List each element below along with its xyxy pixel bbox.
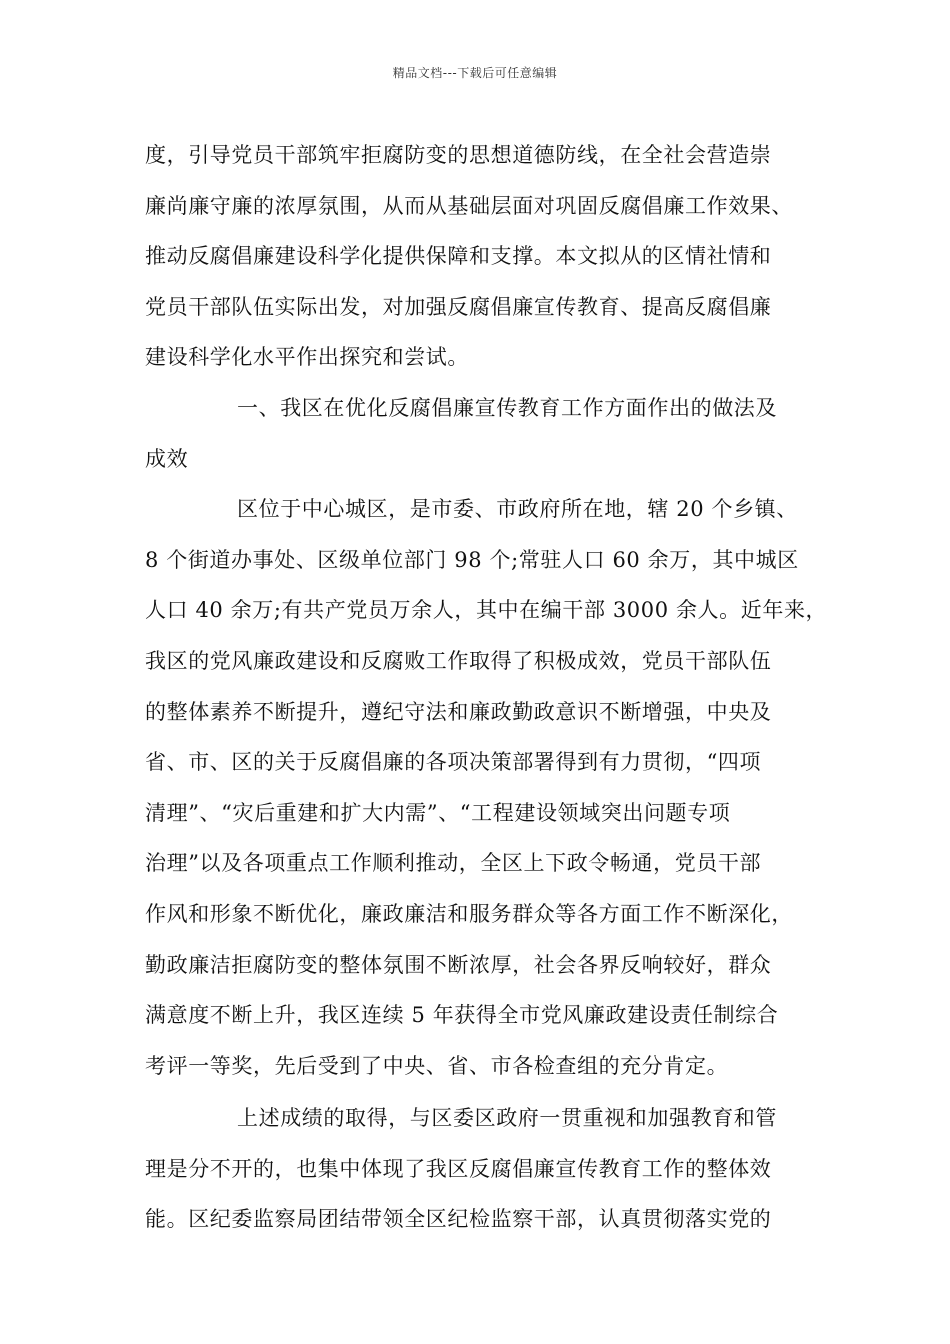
paragraph-start: 上述成绩的取得，与区委区政府一贯重视和加强教育和管 [237, 1106, 777, 1131]
text-line: 勤政廉洁拒腐防变的整体氛围不断浓厚，社会各界反响较好，群众 [145, 952, 772, 977]
text-line: 建设科学化水平作出探究和尝试。 [145, 345, 469, 370]
text-line: 治理”以及各项重点工作顺利推动，全区上下政令畅通，党员干部 [145, 851, 762, 876]
document-body [145, 130, 828, 1245]
section-heading-continued: 成效 [145, 446, 189, 471]
text-line: 我区的党风廉政建设和反腐败工作取得了积极成效，党员干部队伍 [145, 648, 772, 673]
text-line: 推动反腐倡廉建设科学化提供保障和支撑。本文拟从的区情社情和 [145, 244, 772, 269]
text-line: 作风和形象不断优化，廉政廉洁和服务群众等各方面工作不断深化， [145, 901, 793, 926]
text-line: 党员干部队伍实际出发，对加强反腐倡廉宣传教育、提高反腐倡廉 [145, 294, 772, 319]
text-line: 理是分不开的，也集中体现了我区反腐倡廉宣传教育工作的整体效 [145, 1156, 772, 1181]
text-line: 廉尚廉守廉的浓厚氛围，从而从基础层面对巩固反腐倡廉工作效果、 [145, 193, 793, 218]
text-line: 清理”、“灾后重建和扩大内需”、“工程建设领域突出问题专项 [145, 800, 731, 825]
text-line: 省、市、区的关于反腐倡廉的各项决策部署得到有力贯彻，“四项 [145, 750, 762, 775]
text-line: 考评一等奖，先后受到了中央、省、市各检查组的充分肯定。 [145, 1053, 729, 1078]
text-line: 的整体素养不断提升，遵纪守法和廉政勤政意识不断增强，中央及 [145, 699, 772, 724]
text-line: 8 个街道办事处、区级单位部门 98 个;常驻人口 60 余万，其中城区 [145, 547, 799, 572]
section-heading: 一、我区在优化反腐倡廉宣传教育工作方面作出的做法及 [237, 395, 777, 420]
text-line: 满意度不断上升，我区连续 5 年获得全市党风廉政建设责任制综合 [145, 1003, 779, 1028]
text-line: 人口 40 余万;有共产党员万余人，其中在编干部 3000 余人。近年来， [145, 598, 828, 623]
page-header: 精品文档---下载后可任意编辑 [392, 66, 558, 80]
paragraph-start: 区位于中心城区，是市委、市政府所在地，辖 20 个乡镇、 [237, 497, 798, 522]
text-line: 能。区纪委监察局团结带领全区纪检监察干部，认真贯彻落实党的 [145, 1207, 772, 1232]
text-line: 度，引导党员干部筑牢拒腐防变的思想道德防线，在全社会营造崇 [145, 143, 772, 167]
